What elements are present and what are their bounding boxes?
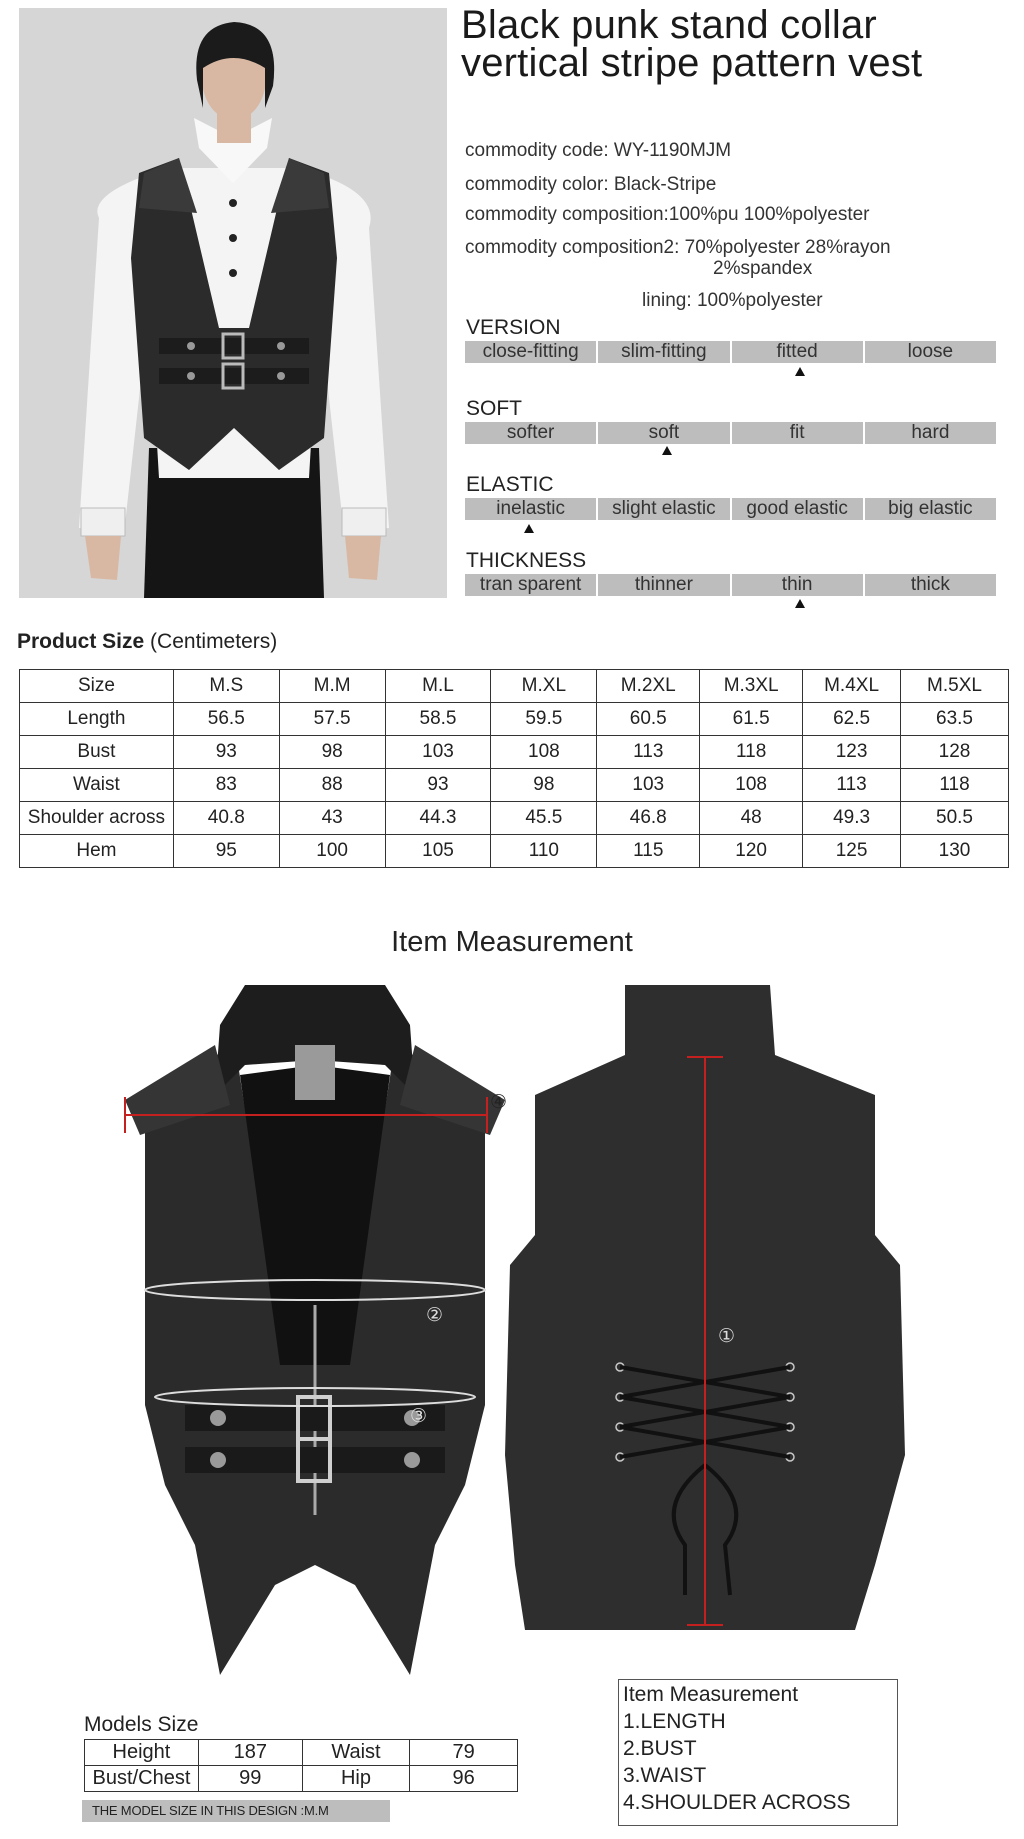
table-cell: 123 [803, 736, 901, 769]
table-cell: 88 [279, 769, 385, 802]
table-cell: 48 [700, 802, 803, 835]
header-cell: Size [20, 670, 174, 703]
header-cell: M.3XL [700, 670, 803, 703]
product-title-line-2: vertical stripe pattern vest [461, 41, 923, 85]
table-cell: 57.5 [279, 703, 385, 736]
soft-title: SOFT [466, 397, 522, 420]
row-label-cell: Length [20, 703, 174, 736]
elastic-option: slight elastic [598, 498, 729, 520]
table-cell: 45.5 [491, 802, 597, 835]
header-cell: M.L [385, 670, 491, 703]
version-option: loose [865, 341, 996, 363]
row-label-cell: Bust [20, 736, 174, 769]
table-cell: 83 [173, 769, 279, 802]
table-row [20, 835, 1009, 868]
table-row [85, 1766, 518, 1792]
table-cell: 60.5 [597, 703, 700, 736]
table-cell: Bust/Chest [85, 1766, 199, 1792]
table-cell: 105 [385, 835, 491, 868]
marker-4-icon: ④ [490, 1092, 508, 1113]
commodity-composition2-value-2: 2%spandex [713, 258, 813, 279]
model-photo [19, 8, 447, 598]
product-title-line-1: Black punk stand collar [461, 3, 877, 47]
legend-item: 2.BUST [623, 1737, 697, 1760]
size-header-row [20, 670, 1009, 703]
thickness-option-selected: thin [732, 574, 863, 596]
table-cell: 56.5 [173, 703, 279, 736]
thickness-scale [465, 574, 996, 596]
commodity-code-label: commodity code: [465, 140, 609, 161]
thickness-option: tran sparent [465, 574, 596, 596]
table-cell: 63.5 [901, 703, 1009, 736]
table-cell: 98 [279, 736, 385, 769]
models-size-title: Models Size [84, 1713, 199, 1736]
row-label-cell: Shoulder across [20, 802, 174, 835]
table-cell: Waist [302, 1740, 410, 1766]
vest-back-diagram [505, 985, 905, 1635]
elastic-scale [465, 498, 996, 520]
table-cell: 108 [491, 736, 597, 769]
header-cell: M.M [279, 670, 385, 703]
marker-3-icon: ③ [410, 1406, 428, 1427]
table-cell: 40.8 [173, 802, 279, 835]
table-cell: 115 [597, 835, 700, 868]
version-option: close-fitting [465, 341, 596, 363]
table-cell: 110 [491, 835, 597, 868]
lining-label: lining: [642, 290, 692, 311]
table-cell: 103 [385, 736, 491, 769]
soft-option: hard [865, 422, 996, 444]
legend-item: 1.LENGTH [623, 1710, 726, 1733]
soft-option: fit [732, 422, 863, 444]
commodity-composition2-label: commodity composition2: [465, 237, 680, 258]
commodity-composition-row [465, 204, 870, 226]
table-cell: 93 [385, 769, 491, 802]
table-cell: 44.3 [385, 802, 491, 835]
commodity-color-label: commodity color: [465, 174, 609, 195]
table-row [85, 1740, 518, 1766]
table-row [20, 769, 1009, 802]
version-scale [465, 341, 996, 363]
table-cell: 120 [700, 835, 803, 868]
models-size-table [84, 1739, 518, 1792]
elastic-option: big elastic [865, 498, 996, 520]
lining-row [642, 290, 823, 312]
table-cell: 108 [700, 769, 803, 802]
commodity-composition-label: commodity composition: [465, 204, 669, 225]
thickness-option: thinner [598, 574, 729, 596]
table-cell: Height [85, 1740, 199, 1766]
table-cell: 96 [410, 1766, 518, 1792]
product-size-heading [17, 630, 277, 654]
row-label-cell: Hem [20, 835, 174, 868]
table-cell: 59.5 [491, 703, 597, 736]
table-cell: 43 [279, 802, 385, 835]
table-cell: 128 [901, 736, 1009, 769]
table-cell: 99 [198, 1766, 302, 1792]
commodity-code-value: WY-1190MJM [613, 140, 732, 161]
soft-selected-marker-icon [662, 446, 672, 455]
model-size-note: THE MODEL SIZE IN THIS DESIGN :M.M [82, 1800, 390, 1822]
table-row [20, 736, 1009, 769]
header-cell: M.4XL [803, 670, 901, 703]
thickness-selected-marker-icon [795, 599, 805, 608]
row-label-cell: Waist [20, 769, 174, 802]
table-cell: 62.5 [803, 703, 901, 736]
legend-item: 3.WAIST [623, 1764, 707, 1787]
elastic-option-selected: inelastic [465, 498, 596, 520]
item-measurement-heading: Item Measurement [391, 926, 633, 958]
table-cell: 93 [173, 736, 279, 769]
soft-option-selected: soft [598, 422, 729, 444]
soft-option: softer [465, 422, 596, 444]
table-cell: 98 [491, 769, 597, 802]
product-size-table [19, 669, 1009, 868]
table-cell: 95 [173, 835, 279, 868]
table-cell: 58.5 [385, 703, 491, 736]
commodity-composition2-value-1: 70%polyester 28%rayon [684, 237, 891, 258]
table-cell: 61.5 [700, 703, 803, 736]
version-title: VERSION [466, 316, 561, 339]
table-cell: 125 [803, 835, 901, 868]
thickness-title: THICKNESS [466, 549, 587, 572]
table-cell: 100 [279, 835, 385, 868]
table-cell: 103 [597, 769, 700, 802]
table-cell: 118 [700, 736, 803, 769]
thickness-option: thick [865, 574, 996, 596]
product-size-unit: (Centimeters) [150, 630, 278, 653]
header-cell: M.2XL [597, 670, 700, 703]
legend-item: 4.SHOULDER ACROSS [623, 1791, 851, 1814]
header-cell: M.S [173, 670, 279, 703]
table-cell: 113 [597, 736, 700, 769]
commodity-composition-value: 100%pu 100%polyester [668, 204, 870, 225]
vest-front-diagram [115, 985, 515, 1675]
table-cell: 113 [803, 769, 901, 802]
version-selected-marker-icon [795, 367, 805, 376]
elastic-title: ELASTIC [466, 473, 554, 496]
elastic-option: good elastic [732, 498, 863, 520]
marker-2-icon: ② [426, 1305, 444, 1326]
commodity-code-row [465, 140, 731, 162]
header-cell: M.XL [491, 670, 597, 703]
model-illustration [19, 8, 447, 598]
item-measurement-legend [618, 1679, 898, 1826]
table-cell: 50.5 [901, 802, 1009, 835]
table-row [20, 703, 1009, 736]
lining-value: 100%polyester [696, 290, 823, 311]
elastic-selected-marker-icon [524, 524, 534, 533]
product-title [461, 3, 1021, 85]
table-cell: 187 [198, 1740, 302, 1766]
table-cell: 49.3 [803, 802, 901, 835]
table-cell: 79 [410, 1740, 518, 1766]
commodity-composition2-row [465, 237, 891, 259]
table-cell: 118 [901, 769, 1009, 802]
product-size-title: Product Size [17, 630, 145, 653]
marker-1-icon: ① [718, 1326, 736, 1347]
table-cell: 130 [901, 835, 1009, 868]
commodity-color-row [465, 174, 716, 196]
version-option-selected: fitted [732, 341, 863, 363]
table-cell: 46.8 [597, 802, 700, 835]
version-option: slim-fitting [598, 341, 729, 363]
table-cell: Hip [302, 1766, 410, 1792]
soft-scale [465, 422, 996, 444]
table-row [20, 802, 1009, 835]
legend-title: Item Measurement [623, 1683, 799, 1706]
header-cell: M.5XL [901, 670, 1009, 703]
commodity-color-value: Black-Stripe [613, 174, 717, 195]
